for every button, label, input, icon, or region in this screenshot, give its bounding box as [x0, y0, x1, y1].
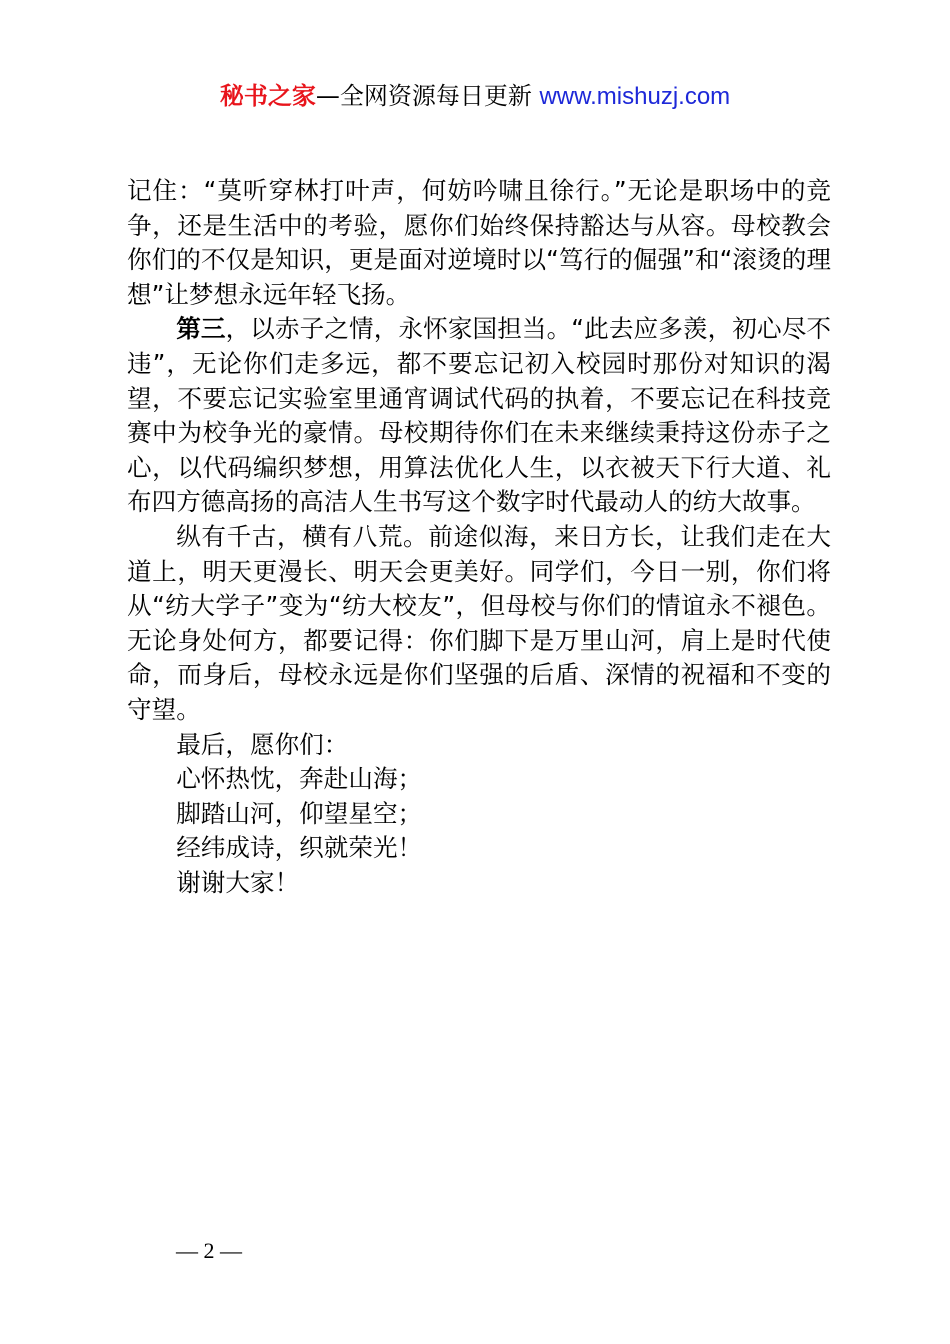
wish-line-1: 心怀热忱，奔赴山海； [176, 764, 423, 794]
site-url-link[interactable]: www.mishuzj.com [539, 83, 731, 110]
page-header [0, 80, 950, 113]
site-brand: 秘书之家 [219, 82, 316, 110]
wish-line-2: 脚踏山河，仰望星空； [176, 798, 423, 828]
page-number: — 2 — [176, 1238, 242, 1263]
third-point-text: ，以赤子之情，永怀家国担当。“此去应多羡，初心尽不违”，无论你们走多远，都不要忘记初入校园时那份对知识的渴望，不要忘记实验室里通宵调试代码的执着，不要忘记在科技竞赛中为校争光的豪情。母校期待你们在未来继续秉持这份赤子之心，以代码编织梦想，用算法优化人生，以衣被天下行大道、礼布四方德高扬的高洁人生书写这个数字时代最动人的纺大故事。 [127, 314, 831, 517]
paragraph-continuation: 记住：“莫听穿林打叶声，何妨吟啸且徐行。”无论是职场中的竞争，还是生活中的考验，愿你们始终保持豁达与从容。母校教会你们的不仅是知识，更是面对逆境时以“笃行的倔强”和“滚烫的理想”让梦想永远年轻飞扬。 [127, 176, 831, 309]
site-tagline: —全网资源每日更新 [315, 82, 540, 110]
wish-line-3: 经纬成诗，织就荣光！ [176, 833, 423, 863]
third-point-lead: 第三 [176, 314, 226, 344]
thanks-line: 谢谢大家！ [176, 867, 300, 897]
paragraph-farewell: 纵有千古，横有八荒。前途似海，来日方长，让我们走在大道上，明天更漫长、明天会更美好。同学们，今日一别，你们将从“纺大学子”变为“纺大校友”，但母校与你们的情谊永不褪色。无论身处何方，都要记得：你们脚下是万里山河，肩上是时代使命，而身后，母校永远是你们坚强的后盾、深情的祝福和不变的守望。 [127, 521, 831, 724]
paragraph-third-point [127, 312, 831, 520]
document-body [127, 174, 831, 900]
closing-line: 最后，愿你们： [176, 729, 349, 759]
